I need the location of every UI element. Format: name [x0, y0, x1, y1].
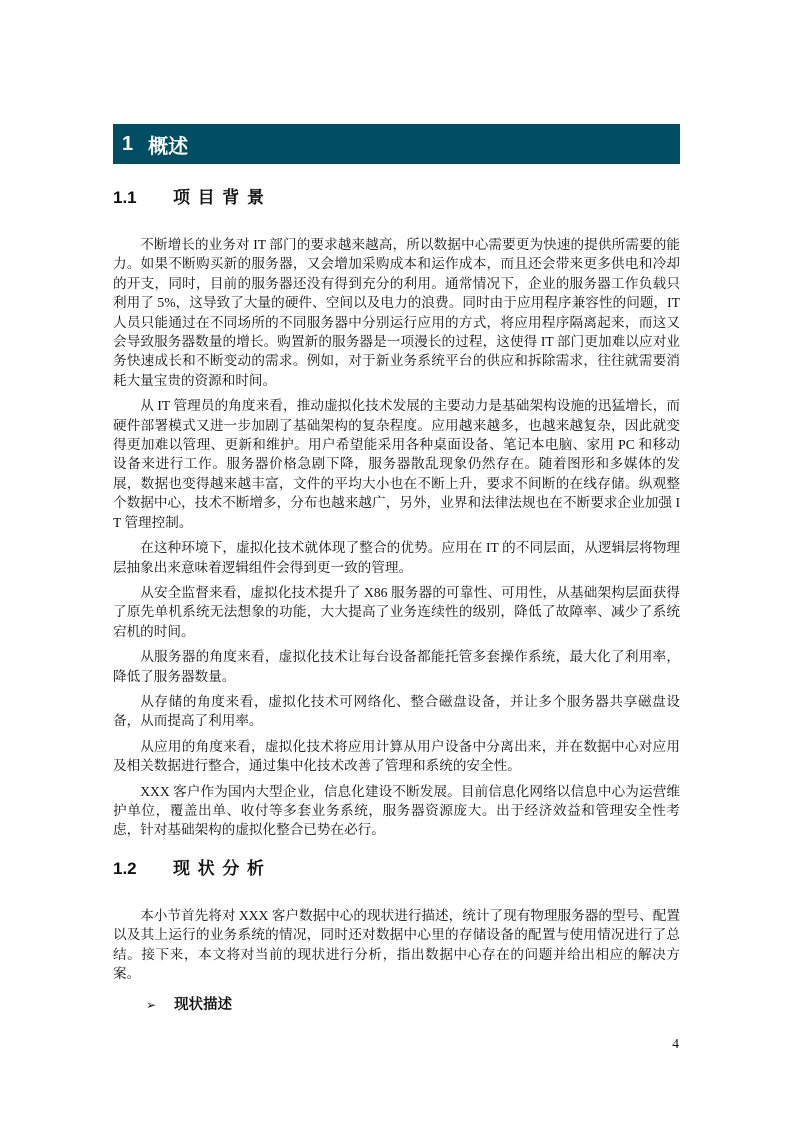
section-heading-1-2 — [113, 854, 680, 879]
section-1-2 — [113, 854, 680, 1015]
section-title: 现状分析 — [173, 858, 272, 878]
section-1-1 — [113, 183, 680, 840]
paragraph: 本小节首先将对 XXX 客户数据中心的现状进行描述，统计了现有物理服务器的型号、配置以及其上运行的业务系统的情况，同时还对数据中心里的存储设备的配置与使用情况进行了总结。接下来，本文将对当前的现状进行分析，指出数据中心存在的问题并给出相应的解决方案。 — [113, 907, 680, 981]
bullet-label: 现状描述 — [174, 997, 233, 1014]
paragraph: 从应用的角度来看，虚拟化技术将应用计算从用户设备中分离出来，并在数据中心对应用及相关数据进行整合，通过集中化技术改善了管理和系统的安全性。 — [113, 738, 680, 774]
paragraph: XXX 客户作为国内大型企业，信息化建设不断发展。目前信息化网络以信息中心为运营维护单位，覆盖出单、收付等多套业务系统，服务器资源庞大。出于经济效益和管理安全性考虑，针对基础架构的虚拟化整合已势在必行。 — [113, 783, 680, 838]
list-item — [146, 993, 680, 1014]
section-heading-1-1 — [113, 183, 680, 208]
arrow-bullet-icon: ➢ — [146, 998, 157, 1013]
paragraph: 从安全监督来看，虚拟化技术提升了 X86 服务器的可靠性、可用性，从基础架构层面获得了原先单机系统无法想象的功能，大大提高了业务连续性的级别，降低了故障率、减少了系统宕机的时间。 — [113, 584, 680, 639]
paragraph: 从 IT 管理员的角度来看，推动虚拟化技术发展的主要动力是基础架构设施的迅猛增长，而硬件部署模式又进一步加剧了基础架构的复杂程度。应用越来越多，也越来越复杂，因此就变得更加难以管理、更新和维护。用户希望能采用各种桌面设备、笔记本电脑、家用 PC 和移动设备来进行工作。服务器价格急剧下降，服务器散乱现象仍然存在。随着图形和多媒体的发展，数据也变得越来越丰富，文件的平均大小也在不断上升，要求不间断的在线存储。纵观整个数据中心，技术不断增多，分布也越来越广，另外，业界和法律法规也在不断要求企业加强 IT 管理控制。 — [113, 398, 680, 530]
section-title: 项目背景 — [173, 188, 272, 207]
section-number: 1.2 — [113, 858, 137, 878]
page-number: 4 — [672, 1036, 679, 1051]
paragraph: 从存储的角度来看，虚拟化技术可网络化、整合磁盘设备，并让多个服务器共享磁盘设备，从而提高了利用率。 — [113, 693, 680, 729]
paragraph: 从服务器的角度来看，虚拟化技术让每台设备都能托管多套操作系统，最大化了利用率，降低了服务器数量。 — [113, 649, 680, 684]
section-number: 1.1 — [113, 188, 137, 207]
paragraph: 在这种环境下，虚拟化技术就体现了整合的优势。应用在 IT 的不同层面，从逻辑层将物理层抽象出来意味着逻辑组件会得到更一致的管理。 — [113, 540, 680, 575]
chapter-title: 概述 — [148, 135, 189, 158]
chapter-heading — [113, 124, 680, 164]
chapter-number: 1 — [122, 132, 134, 155]
paragraph: 不断增长的业务对 IT 部门的要求越来越高，所以数据中心需要更为快速的提供所需要的能力。如果不断购买新的服务器，又会增加采购成本和运作成本，而且还会带来更多供电和冷却的开支，同时，目前的服务器还没有得到充分的利用。通常情况下，企业的服务器工作负载只利用了 5%，这导致了大量的硬件、空间以及电力的浪费。同时由于应用程序兼容性的问题，IT 人员只能通过在不同场所的不同服务器中分别运行应用的方式，将应用程序隔离起来，而这又会导致服务器数量的增长。购置新的服务器是一项漫长的过程，这使得 IT 部门更加难以应对业务快速成长和不断变动的需求。例如，对于新业务系统平台的供应和拆除需求，往往就需要消耗大量宝贵的资源和时间。 — [113, 237, 680, 388]
